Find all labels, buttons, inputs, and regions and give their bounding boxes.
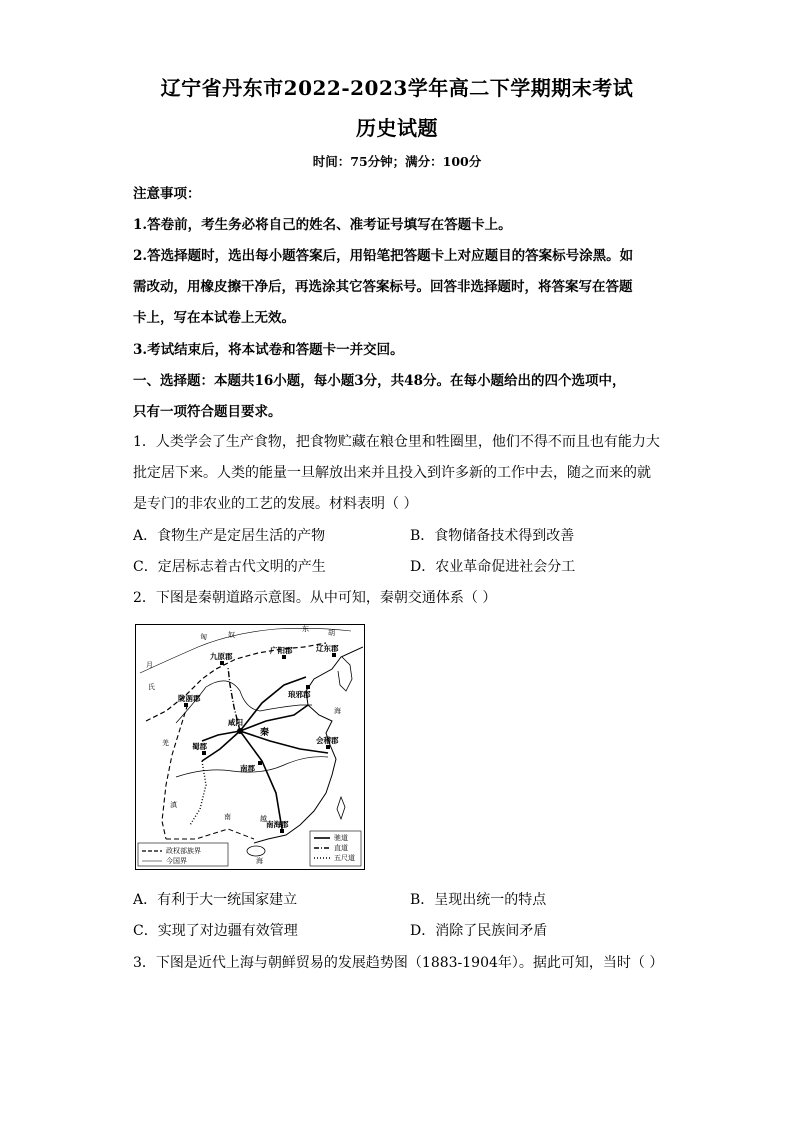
- q3-stem: 3．下图是近代上海与朝鲜贸易的发展趋势图（1883-1904年）。据此可知，当时（ ）: [133, 955, 664, 971]
- notice-item-2-line-3: 卡上，写在本试卷上无效。: [133, 310, 295, 326]
- map-label-longxi: 陇西郡: [178, 694, 201, 703]
- section1-line-1: 一、选择题：本题共16小题，每小题3分，共48分。在每小题给出的四个选项中，: [133, 373, 626, 389]
- map-label-guangyang: 广阳郡: [270, 646, 293, 655]
- q1-stem-line-2: 批定居下来。人类的能量一旦解放出来并且投入到许多新的工作中去，随之而来的就: [133, 465, 651, 481]
- legend-minority-border: 政权部族界: [166, 847, 201, 855]
- time-score: 时间：75分钟；满分：100分: [312, 154, 482, 169]
- notice-item-2-line-1: 2.答选择题时，选出每小题答案后，用铅笔把答题卡上对应题目的答案标号涂黑。如: [133, 248, 634, 264]
- legend-zhidao: 直道: [334, 844, 348, 852]
- q2-stem: 2．下图是秦朝道路示意图。从中可知，秦朝交通体系（ ）: [133, 590, 497, 606]
- q2-option-c[interactable]: C．实现了对边疆有效管理: [133, 923, 298, 939]
- map-label-langya: 琅邪郡: [288, 690, 311, 699]
- map-label-nanjun: 南郡: [240, 764, 255, 773]
- map-label-hai-1: 海: [334, 707, 341, 715]
- map-label-shu: 蜀郡: [192, 742, 207, 751]
- map-label-hai-2: 海: [256, 857, 263, 865]
- notice-heading: 注意事项：: [133, 186, 201, 202]
- q2-option-b[interactable]: B．呈现出统一的特点: [410, 892, 547, 908]
- map-label-dian: 滇: [170, 801, 177, 809]
- notice-item-1: 1.答卷前，考生务必将自己的姓名、准考证号填写在答题卡上。: [133, 217, 512, 233]
- map-label-nanhai: 南海郡: [266, 820, 289, 829]
- exam-title: 辽宁省丹东市2022-2023学年高二下学期期末考试: [160, 76, 634, 100]
- legend-chidao: 驰道: [334, 834, 348, 842]
- map-label-kuaiji: 会稽郡: [316, 736, 339, 745]
- map-label-donghu-2: 胡: [328, 629, 335, 637]
- section1-line-2: 只有一项符合题目要求。: [133, 404, 282, 420]
- qin-road-map: [135, 624, 365, 870]
- map-label-xiongnu-1: 匈: [200, 633, 207, 641]
- map-label-yue2: 越: [260, 815, 267, 823]
- map-label-jiuyuan: 九原郡: [210, 652, 233, 661]
- q2-option-a[interactable]: A．有利于大一统国家建立: [133, 892, 298, 908]
- map-label-yue: 月: [146, 661, 153, 669]
- q1-option-a[interactable]: A．食物生产是定居生活的产物: [133, 528, 326, 544]
- notice-item-3: 3.考试结束后，将本试卷和答题卡一并交回。: [133, 342, 404, 358]
- q1-stem-line-1: 1．人类学会了生产食物，把食物贮藏在粮仓里和牲圈里，他们不得不而且也有能力大: [133, 434, 660, 450]
- notice-item-2-line-2: 需改动，用橡皮擦干净后，再选涂其它答案标号。回答非选择题时，将答案写在答题: [133, 279, 633, 295]
- q2-option-d[interactable]: D．消除了民族间矛盾: [410, 923, 548, 939]
- map-label-shi: 氏: [148, 683, 155, 691]
- map-label-xiongnu-2: 奴: [228, 631, 235, 639]
- q1-option-b[interactable]: B．食物储备技术得到改善: [410, 528, 575, 544]
- q1-option-c[interactable]: C．定居标志着古代文明的产生: [133, 559, 326, 575]
- map-label-qin: 秦: [260, 728, 270, 738]
- legend-country-border: 今国界: [166, 857, 187, 865]
- map-label-xianyang: 咸阳: [228, 718, 243, 727]
- map-label-qiang: 羌: [162, 739, 169, 747]
- exam-subject: 历史试题: [356, 116, 438, 140]
- map-label-donghu-1: 东: [302, 625, 309, 633]
- q1-stem-line-3: 是专门的非农业的工艺的发展。材料表明（ ）: [133, 496, 418, 512]
- legend-wuchidao: 五尺道: [334, 854, 355, 862]
- map-label-liaodong: 辽东郡: [316, 644, 339, 653]
- q1-option-d[interactable]: D．农业革命促进社会分工: [410, 559, 576, 575]
- map-label-nan: 南: [224, 813, 231, 821]
